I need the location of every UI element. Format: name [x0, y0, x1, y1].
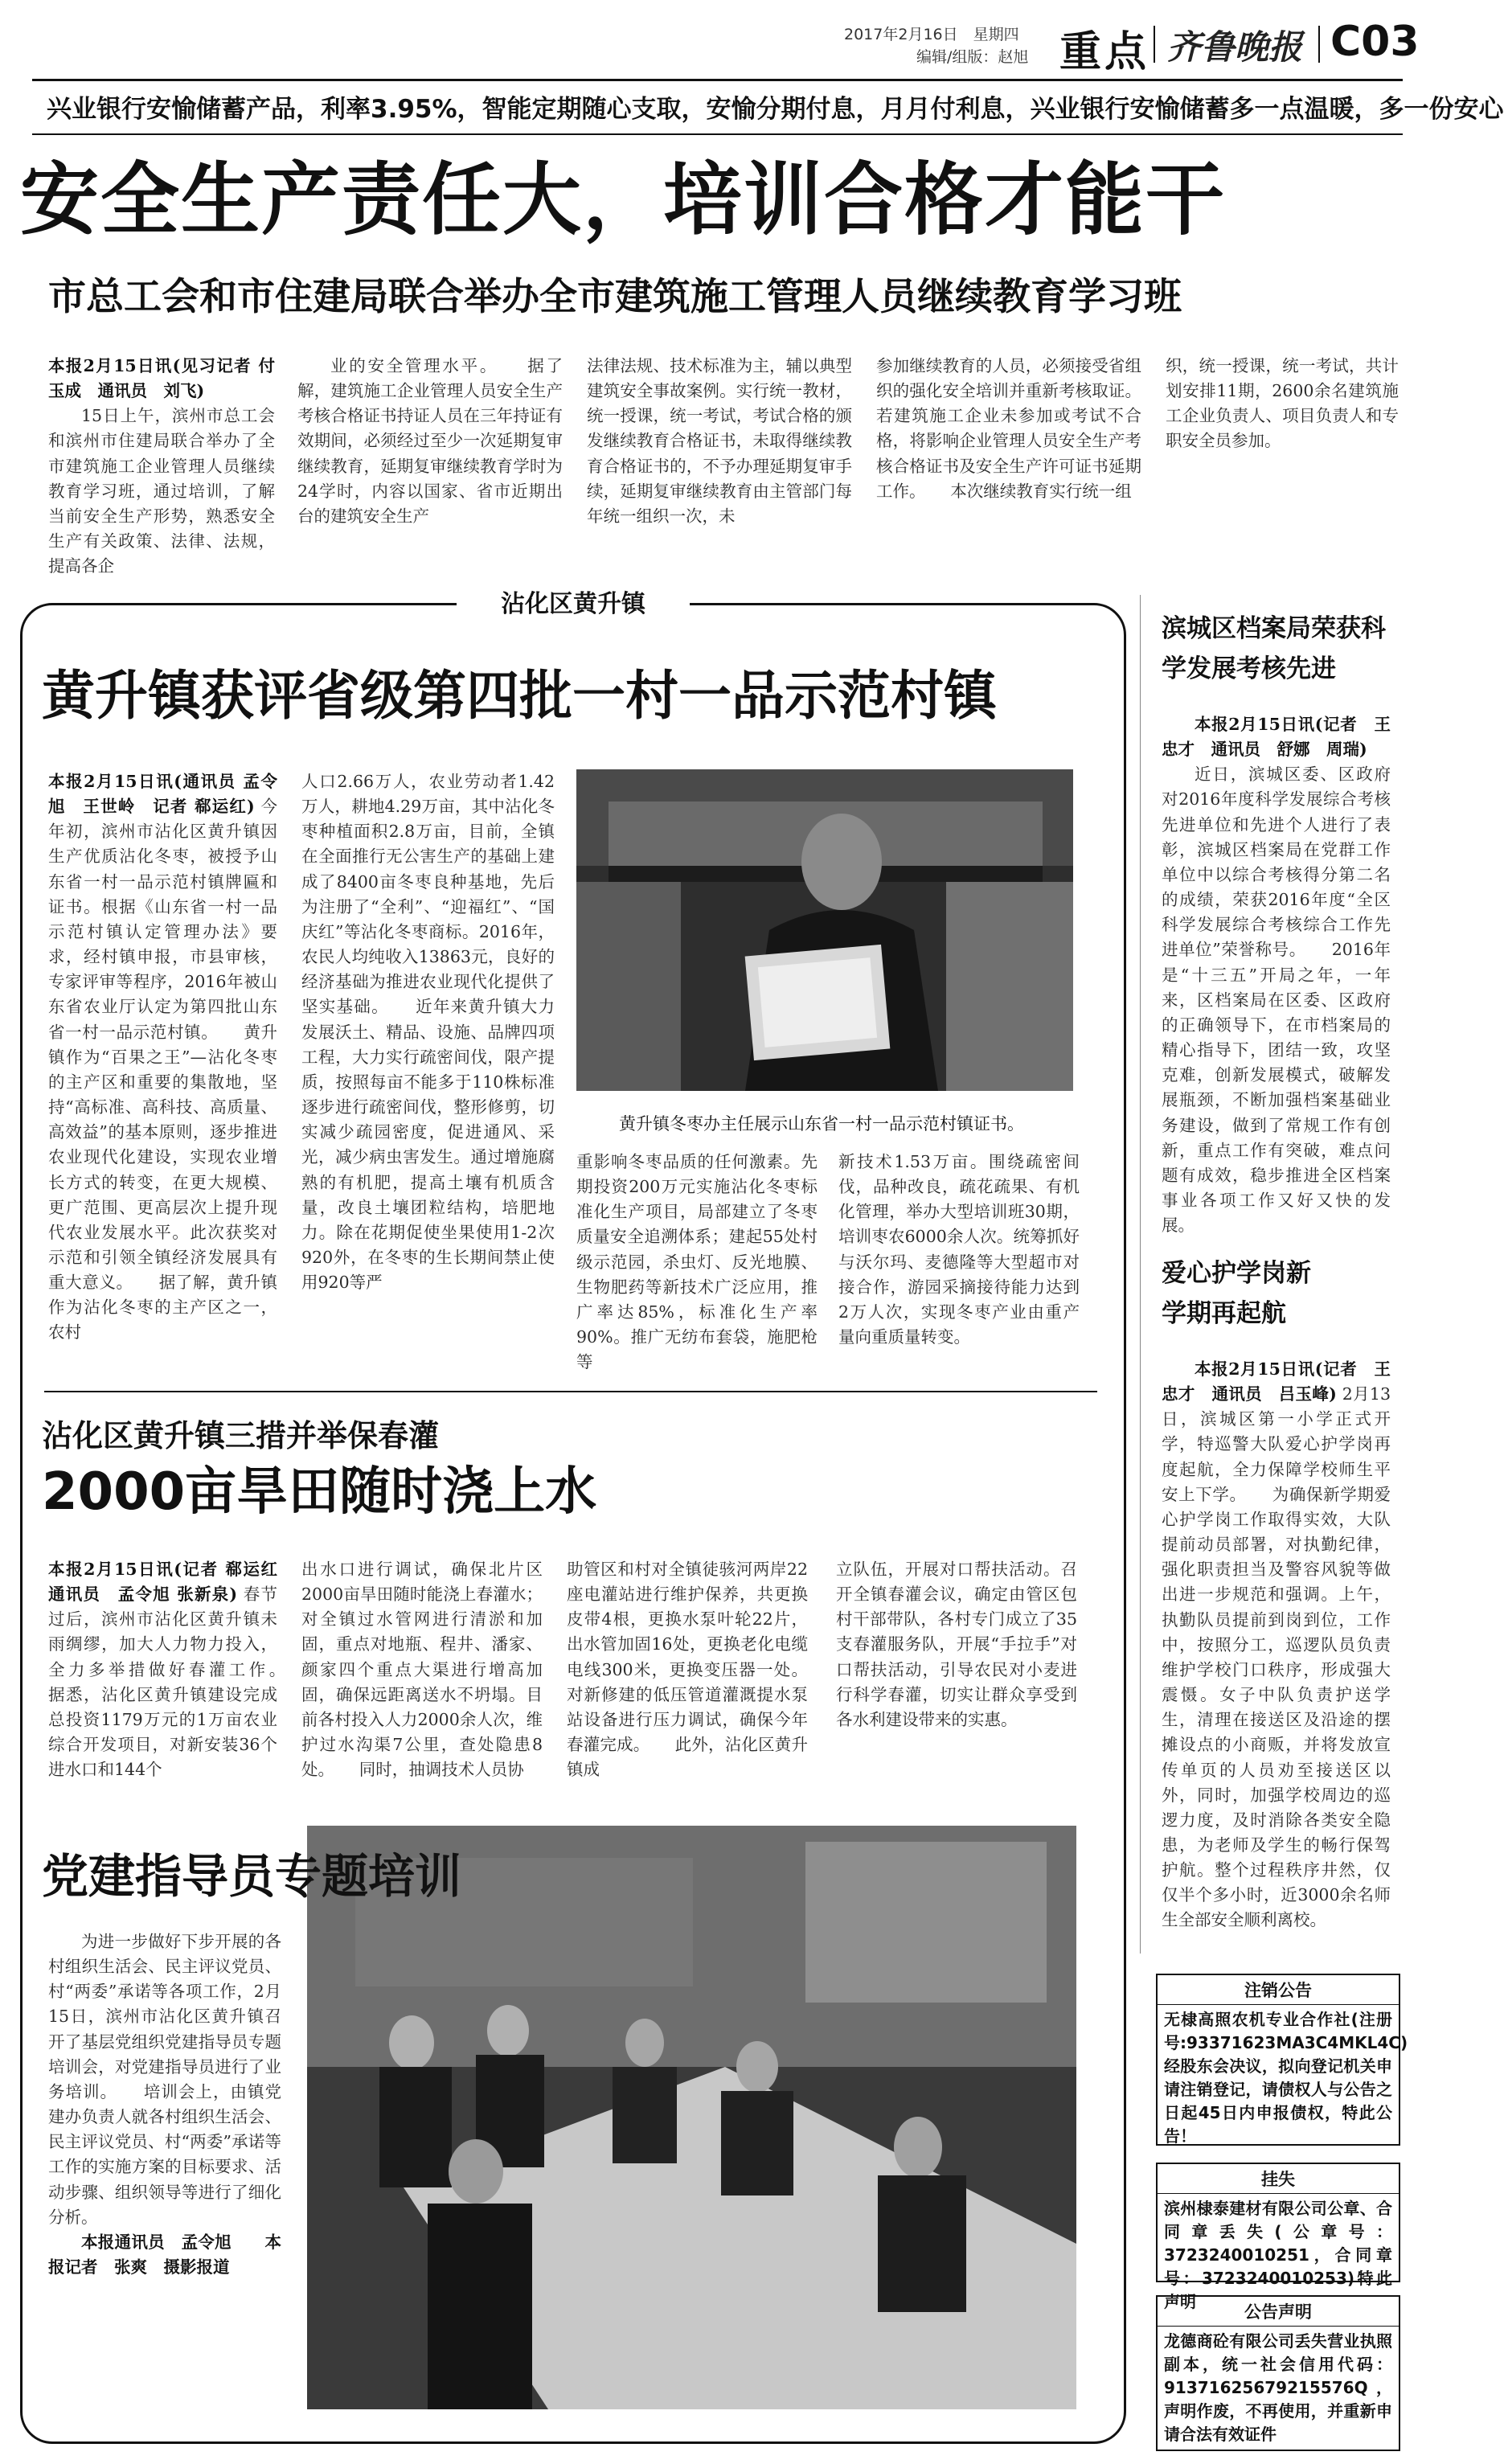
lead-headline: 安全生产责任大，培训合格才能干 [20, 154, 1227, 246]
sidebar-story2-body: 本报2月15日讯(记者 王忠才 通讯员 吕玉峰) 2月13日，滨城区第一小学正式开学，特巡警大队爱心护学岗再度起航，全力保障学校师生平安上下学。 为确保新学期爱心护学岗工作取得实效，大队提前动员部署，对执勤纪律，强化职责担当及警容风貌等做出进一步规范和强调。上午，执勤队员提前到岗到位，工作中，按照分工，巡逻队员负责维护学校门口秩序，形成强大震慑。女子中队负责护送学生，清理在接送区及沿途的摆摊设点的小商贩，并将发放宣传单页的人员劝至接送区以外，同时，加强学校周边的巡逻力度，及时消除各类安全隐患，为老师及学生的畅行保驾护航。整个过程秩序井然，仅仅半个多小时，近3000余名师生全部安全顺利离校。 [1162, 1359, 1391, 1930]
sidebar-story1-headline: 滨城区档案局荣获科学发展考核先进 [1162, 614, 1386, 683]
lead-byline: 本报2月15日讯(见习记者 付玉成 通讯员 刘飞) [48, 356, 275, 401]
story1-headline: 黄升镇获评省级第四批一村一品示范村镇 [42, 665, 997, 727]
certificate-photo [576, 769, 1073, 1091]
notice-lost-title: 挂失 [1158, 2164, 1399, 2194]
story1-col-1: 本报2月15日讯(通讯员 孟令旭 王世岭 记者 郗运红) 今年初，滨州市沾化区黄升镇因生产优质沾化冬枣，被授予山东省一村一品示范村镇牌匾和证书。根据《山东省一村一品示范村镇认定管理办法》要求，经村镇申报，市县审核，专家评审等程序，2016年被山东省农业厅认定为第四批山东省一村一品示范村镇。 黄升镇作为“百果之王”—沾化冬枣的主产区和重要的集散地，坚持“高标准、高科技、高质量、高效益”的基本原则，逐步推进农业现代化建设，实现农业增长方式的转变，在更大规模、更广范围、更高层次上提升现代农业发展水平。此次获奖对示范和引领全镇经济发展具有重大意义。 据了解，黄升镇作为沾化冬枣的主产区之一，农村 [48, 772, 277, 1343]
notice-statement [1156, 2295, 1400, 2451]
lead-col-5: 织，统一授课，统一考试，共计划安排11期，2600余名建筑施工企业负责人、项目负责人和专职安全员参加。 [1166, 356, 1399, 451]
notice-statement-title: 公告声明 [1158, 2297, 1399, 2327]
lead-col-4: 参加继续教育的人员，必须接受省组织的强化安全培训并重新考核取证。若建筑施工企业未参加或考试不合格，将影响企业管理人员安全生产考核合格证书及安全生产许可证书延期工作。 本次继续教育实行统一组 [876, 356, 1141, 501]
notice-cancellation-title: 注销公告 [1158, 1975, 1399, 2005]
sidebar-story2-headline: 爱心护学岗新学期再起航 [1162, 1259, 1311, 1328]
meeting-photo [307, 1826, 1076, 2409]
story2-col-2: 出水口进行调试，确保北片区2000亩旱田随时能浇上春灌水；对全镇过水管网进行清淤和加固，重点对地瓶、程井、潘家、颜家四个重点大渠进行增高加固，确保远距离送水不坍塌。目前各村投入人力2000余人次，维护过水沟渠7公里，查处隐患8处。 同时，抽调技术人员协 [301, 1560, 543, 1780]
story1-col-2: 人口2.66万人，农业劳动者1.42万人，耕地4.29万亩，其中沾化冬枣种植面积2.8万亩，目前，全镇在全面推行无公害生产的基础上建成了8400亩冬枣良种基地，先后为注册了“全利”、“迎福红”、“国庆红”等沾化冬枣商标。2016年，农民人均纯收入13863元，良好的经济基础为推进农业现代化提供了坚实基础。 近年来黄升镇大力发展沃土、精品、设施、品牌四项工程，大力实行疏密间伐，限产提质，按照每亩不能多于110株标准逐步进行疏密间伐，整形修剪，切实减少疏园密度，促进通风、采光，减少病虫害发生。通过增施腐熟的有机肥，提高土壤有机质含量，改良土壤团粒结构，培肥地力。除在花期促使坐果使用1-2次920外，在冬枣的生长期间禁止使用920等严 [301, 772, 555, 1293]
notice-lost [1156, 2163, 1400, 2311]
lead-col-3: 法律法规、技术标准为主，辅以典型建筑安全事故案例。实行统一教材，统一授课，统一考试，考试合格的颁发继续教育合格证书，未取得继续教育合格证书的，不予办理延期复审手续，延期复审继续教育由主管部门每年统一组织一次，未 [587, 356, 852, 526]
story2-headline: 2000亩旱田随时浇上水 [42, 1462, 597, 1522]
masthead-editor: 编辑/组版：赵旭 [916, 48, 1029, 66]
lead-subhead: 市总工会和市住建局联合举办全市建筑施工管理人员继续教育学习班 [48, 275, 1182, 319]
story2-col-1: 本报2月15日讯(记者 郗运红 通讯员 孟令旭 张新泉) 春节过后，滨州市沾化区黄升镇未雨绸缪，加大人力物力投入，全力多举措做好春灌工作。 据悉，沾化区黄升镇建设完成总投资1179万元的1万亩农业综合开发项目，对新安装36个进水口和144个 [48, 1560, 310, 1780]
ad-banner: 兴业银行安愉储蓄产品，利率3.95%，智能定期随心支取，安愉分期付息，月月付利息，兴业银行安愉储蓄多一点温暖，多一份安心 [47, 95, 1504, 124]
masthead-date: 2017年2月16日 星期四 [844, 26, 1019, 43]
story3-body: 为进一步做好下步开展的各村组织生活会、民主评议党员、村“两委”承诺等各项工作，2月15日，滨州市沾化区黄升镇召开了基层党组织党建指导员专题培训会，对党建指导员进行了业务培训。 培训会上，由镇党建办负责人就各村组织生活会、民主评议党员、村“两委”承诺等工作的实施方案的目标要求、活动步骤、组织领导等进行了细化分析。 本报通讯员 孟令旭 本报记者 张爽 摄影报道 [48, 1932, 281, 2277]
notice-statement-body: 龙德商砼有限公司丢失营业执照副本，统一社会信用代码：91371625679215576Q，声明作废，不再使用，并重新申请合法有效证件 [1164, 2331, 1392, 2444]
story2-col-3: 助管区和村对全镇徒骇河两岸22座电灌站进行维护保养，共更换皮带4根，更换水泵叶轮22片，出水管加固16处，更换老化电缆电线300米，更换变压器一处。对新修建的低压管道灌溉提水泵站设备进行压力调试，确保今年春灌完成。 此外，沾化区黄升镇成 [567, 1560, 808, 1780]
story3-headline: 党建指导员专题培训 [42, 1849, 462, 1904]
story2-kicker: 沾化区黄升镇三措并举保春灌 [42, 1418, 440, 1453]
notice-cancellation-body: 无棣高照农机专业合作社(注册号:93371623MA3C4MKL4C)经股东会决议，拟向登记机关申请注销登记，请债权人与公告之日起45日内申报债权，特此公告！ [1164, 2010, 1408, 2146]
lead-col-1: 本报2月15日讯(见习记者 付玉成 通讯员 刘飞) 15日上午，滨州市总工会和滨州市住建局联合举办了全市建筑施工企业管理人员继续教育学习班，通过培训，了解当前安全生产形势，熟悉安全生产有关政策、法律、法规，提高各企 [48, 356, 275, 576]
zone-label-text: 沾化区黄升镇 [501, 590, 645, 618]
sidebar-story1-body: 本报2月15日讯(记者 王忠才 通讯员 舒娜 周瑞) 近日，滨城区委、区政府对2016年度科学发展综合考核先进单位和先进个人进行了表彰，滨城区档案局在党群工作单位中以综合考核得分第二名的成绩，荣获2016年度“全区科学发展综合考核综合工作先进单位”荣誉称号。 2016年是“十三五”开局之年，一年来，区档案局在区委、区政府的正确领导下，在市档案局的精心指导下，团结一致，攻坚克难，创新发展模式，破解发展瓶颈，不断加强档案基础业务建设，做到了常规工作有创新，重点工作有突破，难点问题有成效，稳步推进全区档案事业各项工作又好又快的发展。 [1162, 715, 1391, 1236]
newspaper-logo: 齐鲁晚报 [1167, 27, 1303, 67]
certificate-photo-caption: 黄升镇冬枣办主任展示山东省一村一品示范村镇证书。 [619, 1114, 1024, 1134]
zone-label [457, 585, 690, 624]
story1-col-3: 重影响冬枣品质的任何激素。先期投资200万元实施沾化冬枣标准化生产项目，局部建立了冬枣质量安全追溯体系；建起55处村级示范园，杀虫灯、反光地膜、生物肥药等新技术广泛应用，推广率达85%，标准化生产率90%。推广无纺布套袋，施肥枪等 [576, 1152, 818, 1372]
section-name: 重点 [1059, 28, 1150, 76]
notice-cancellation [1156, 1974, 1408, 2146]
story1-col-4: 新技术1.53万亩。围绕疏密间伐，品种改良，疏花疏果、有机化管理，举办大型培训班30期，培训枣农6000余人次。统筹抓好与沃尔玛、麦德隆等大型超市对接合作，游园采摘接待能力达到2万人次，实现冬枣产业由重产量向重质量转变。 [838, 1152, 1080, 1347]
page-number: C03 [1330, 18, 1420, 66]
story2-col-4: 立队伍，开展对口帮扶活动。召开全镇春灌会议，确定由管区包村干部带队，各村专门成立了35支春灌服务队，开展“手拉手”对口帮扶活动，引导农民对小麦进行科学春灌，切实让群众享受到各水利建设带来的实惠。 [836, 1560, 1077, 1729]
lead-col-2: 业的安全管理水平。 据了解，建筑施工企业管理人员安全生产考核合格证书持证人员在三年持证有效期间，必须经过至少一次延期复审继续教育，延期复审继续教育学时为24学时，内容以国家、省市近期出台的建筑安全生产 [297, 356, 563, 526]
notice-lost-body: 滨州棣泰建材有限公司公章、合同章丢失(公章号：3723240010251，合同章号：3723240010253)特此声明 [1164, 2199, 1392, 2311]
masthead [0, 0, 1435, 76]
